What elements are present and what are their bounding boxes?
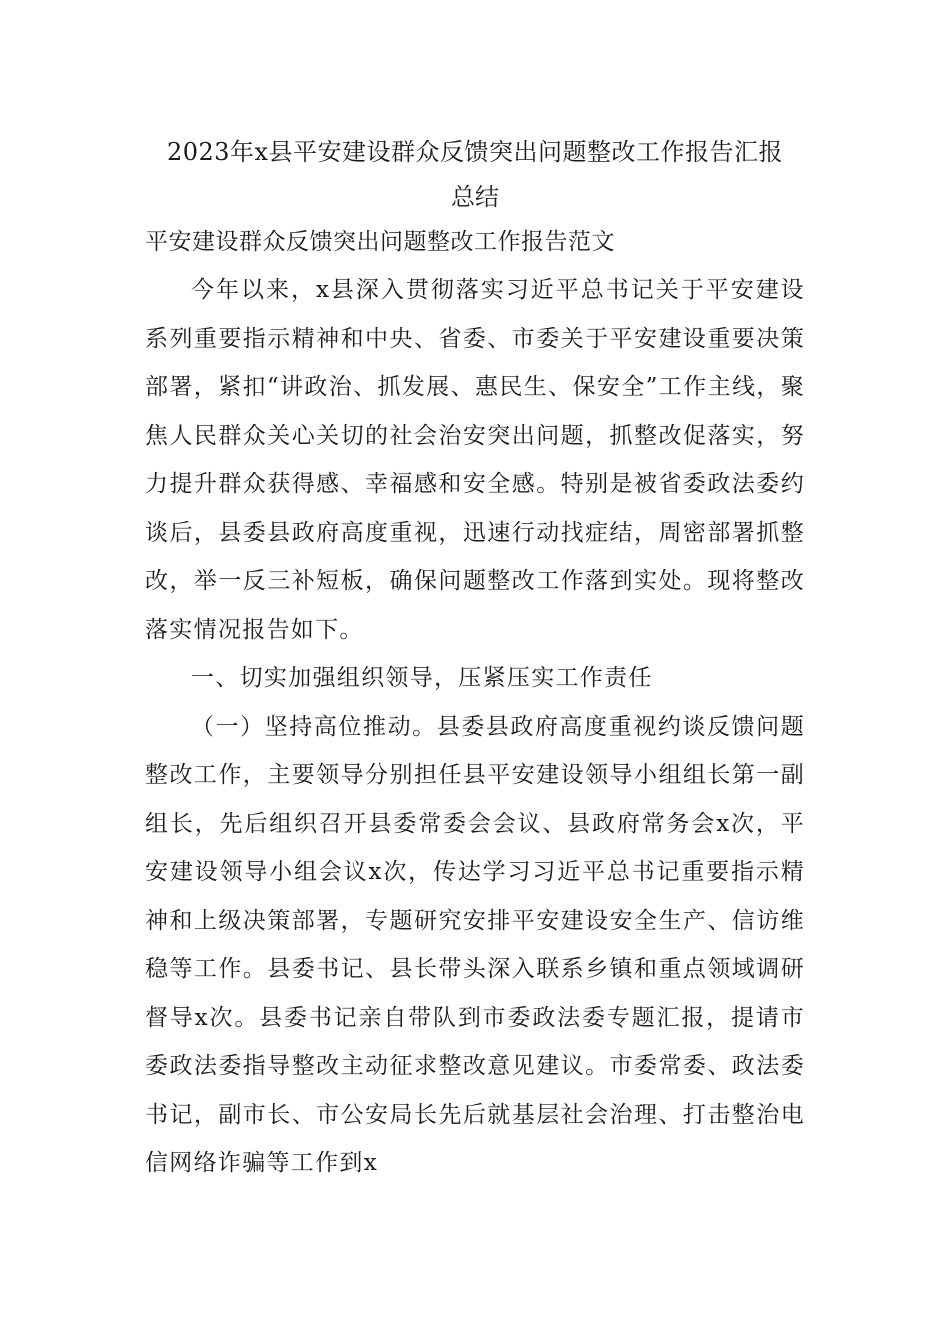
intro-paragraph: 今年以来，x县深入贯彻落实习近平总书记关于平安建设系列重要指示精神和中央、省委、市委关于平安建设重要决策部署，紧扣“讲政治、抓发展、惠民生、保安全”工作主线，聚焦人民群众关心关切的社会治安突出问题，抓整改促落实，努力提升群众获得感、幸福感和安全感。特别是被省委政法委约谈后，县委县政府高度重视，迅速行动找症结，周密部署抓整改，举一反三补短板，确保问题整改工作落到实处。现将整改落实情况报告如下。 [145, 277, 805, 643]
section-heading: 一、切实加强组织领导，压紧压实工作责任 [191, 665, 653, 691]
document-title: 2023年x县平安建设群众反馈突出问题整改工作报告汇报 [166, 138, 784, 166]
section-paragraph: （一）坚持高位推动。县委县政府高度重视约谈反馈问题整改工作，主要领导分别担任县平安建设领导小组组长第一副组长，先后组织召开县委常委会会议、县政府常务会x次，平安建设领导小组会议x次，传达学习习近平总书记重要指示精神和上级决策部署，专题研究安排平安建设安全生产、信访维稳等工作。县委书记、县长带头深入联系乡镇和重点领域调研督导x次。县委书记亲自带队到市委政法委专题汇报，提请市委政法委指导整改主动征求整改意见建议。市委常委、政法委书记，副市长、市公安局长先后就基层社会治理、打击整治电信网络诈骗等工作到x [145, 713, 805, 1176]
document-body [145, 128, 805, 1188]
document-subtitle: 平安建设群众反馈突出问题整改工作报告范文 [145, 229, 615, 255]
document-title-continuation: 总结 [451, 183, 499, 211]
